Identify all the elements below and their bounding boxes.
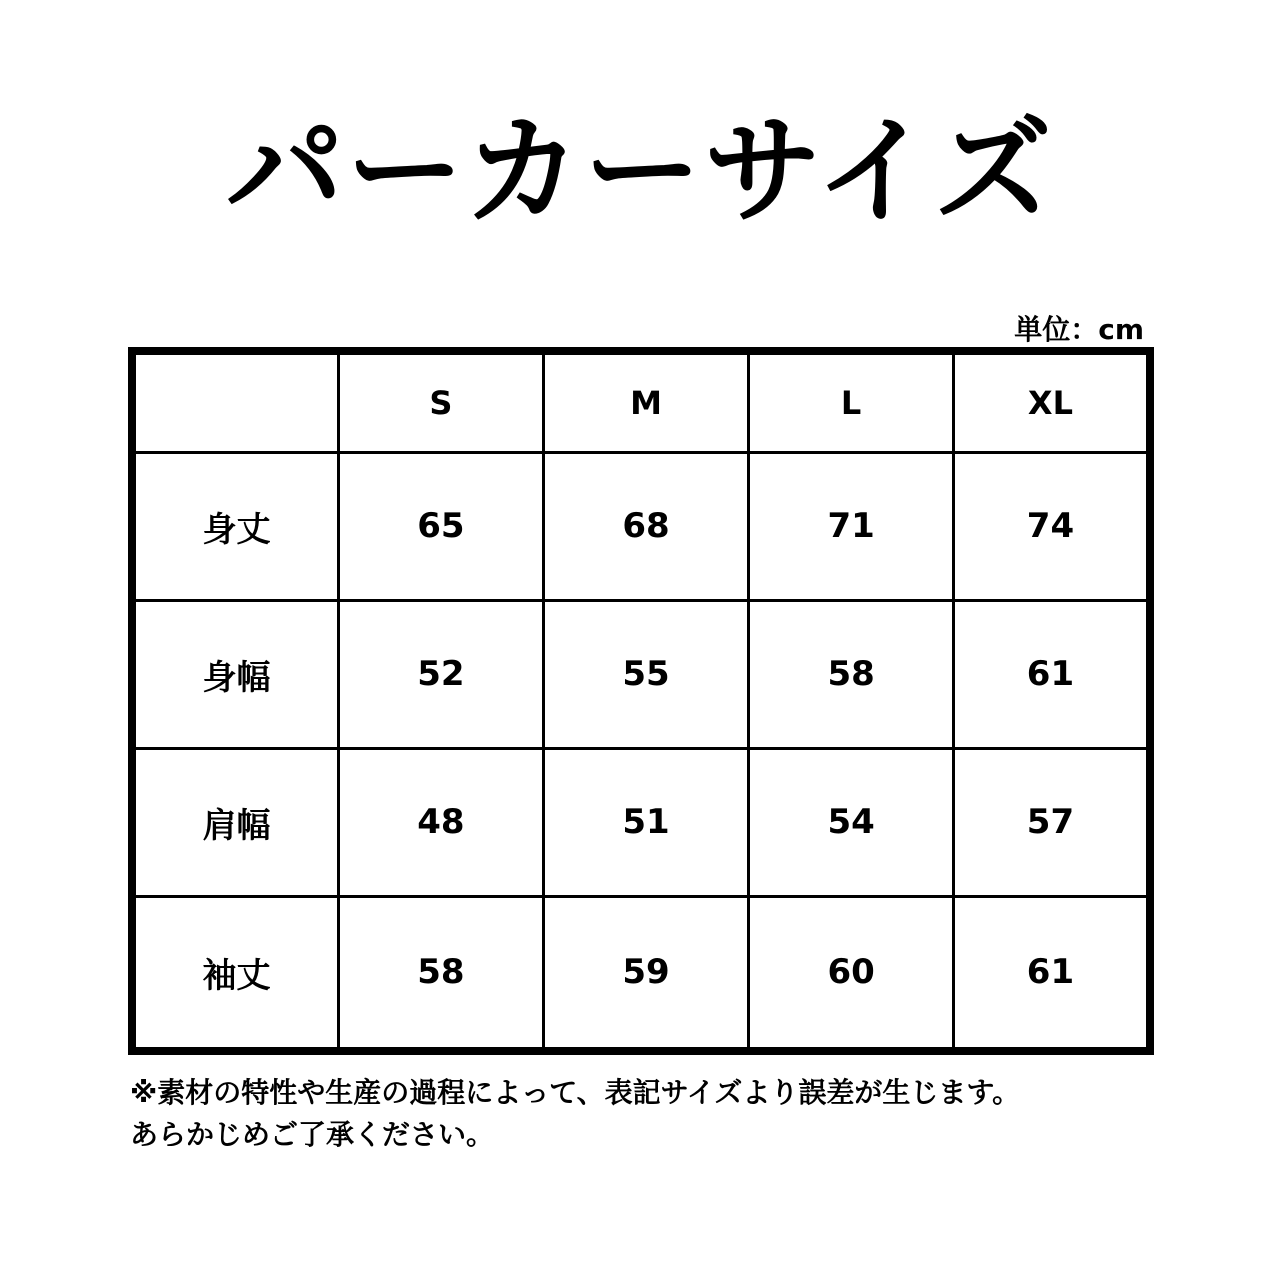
- table-row: [132, 748, 1150, 896]
- row-label-sleeve-length: 袖丈: [132, 896, 339, 1051]
- table-cell: 60: [749, 896, 954, 1051]
- row-label-shoulder-width: 肩幅: [132, 748, 339, 896]
- table-cell: 52: [339, 600, 544, 748]
- page-title: パーカーサイズ: [225, 102, 1055, 240]
- table-cell: 57: [953, 748, 1150, 896]
- table-cell: 61: [953, 896, 1150, 1051]
- table-cell: 65: [339, 453, 544, 601]
- column-header-s: S: [339, 351, 544, 453]
- row-label-body-length: 身丈: [132, 453, 339, 601]
- table-cell: 58: [339, 896, 544, 1051]
- table-cell: 48: [339, 748, 544, 896]
- table-cell: 55: [543, 600, 749, 748]
- table-cell: 61: [953, 600, 1150, 748]
- table-cell: 58: [749, 600, 954, 748]
- column-header-xl: XL: [953, 351, 1150, 453]
- table-row: [132, 600, 1150, 748]
- table-cell: 59: [543, 896, 749, 1051]
- table-row: [132, 453, 1150, 601]
- disclaimer-note: [130, 1072, 1020, 1156]
- column-header-m: M: [543, 351, 749, 453]
- table-cell: 54: [749, 748, 954, 896]
- table-cell: 71: [749, 453, 954, 601]
- unit-label: 単位：cm: [1014, 313, 1144, 346]
- column-header-l: L: [749, 351, 954, 453]
- header-row: [132, 351, 1150, 453]
- table-cell: 68: [543, 453, 749, 601]
- table-cell: 51: [543, 748, 749, 896]
- table-cell: 74: [953, 453, 1150, 601]
- table-row: [132, 896, 1150, 1051]
- corner-cell: [132, 351, 339, 453]
- disclaimer-line-1: ※素材の特性や生産の過程によって、表記サイズより誤差が生じます。: [130, 1076, 1021, 1109]
- row-label-body-width: 身幅: [132, 600, 339, 748]
- disclaimer-line-2: あらかじめご了承ください。: [130, 1118, 495, 1151]
- size-table: [128, 347, 1154, 1055]
